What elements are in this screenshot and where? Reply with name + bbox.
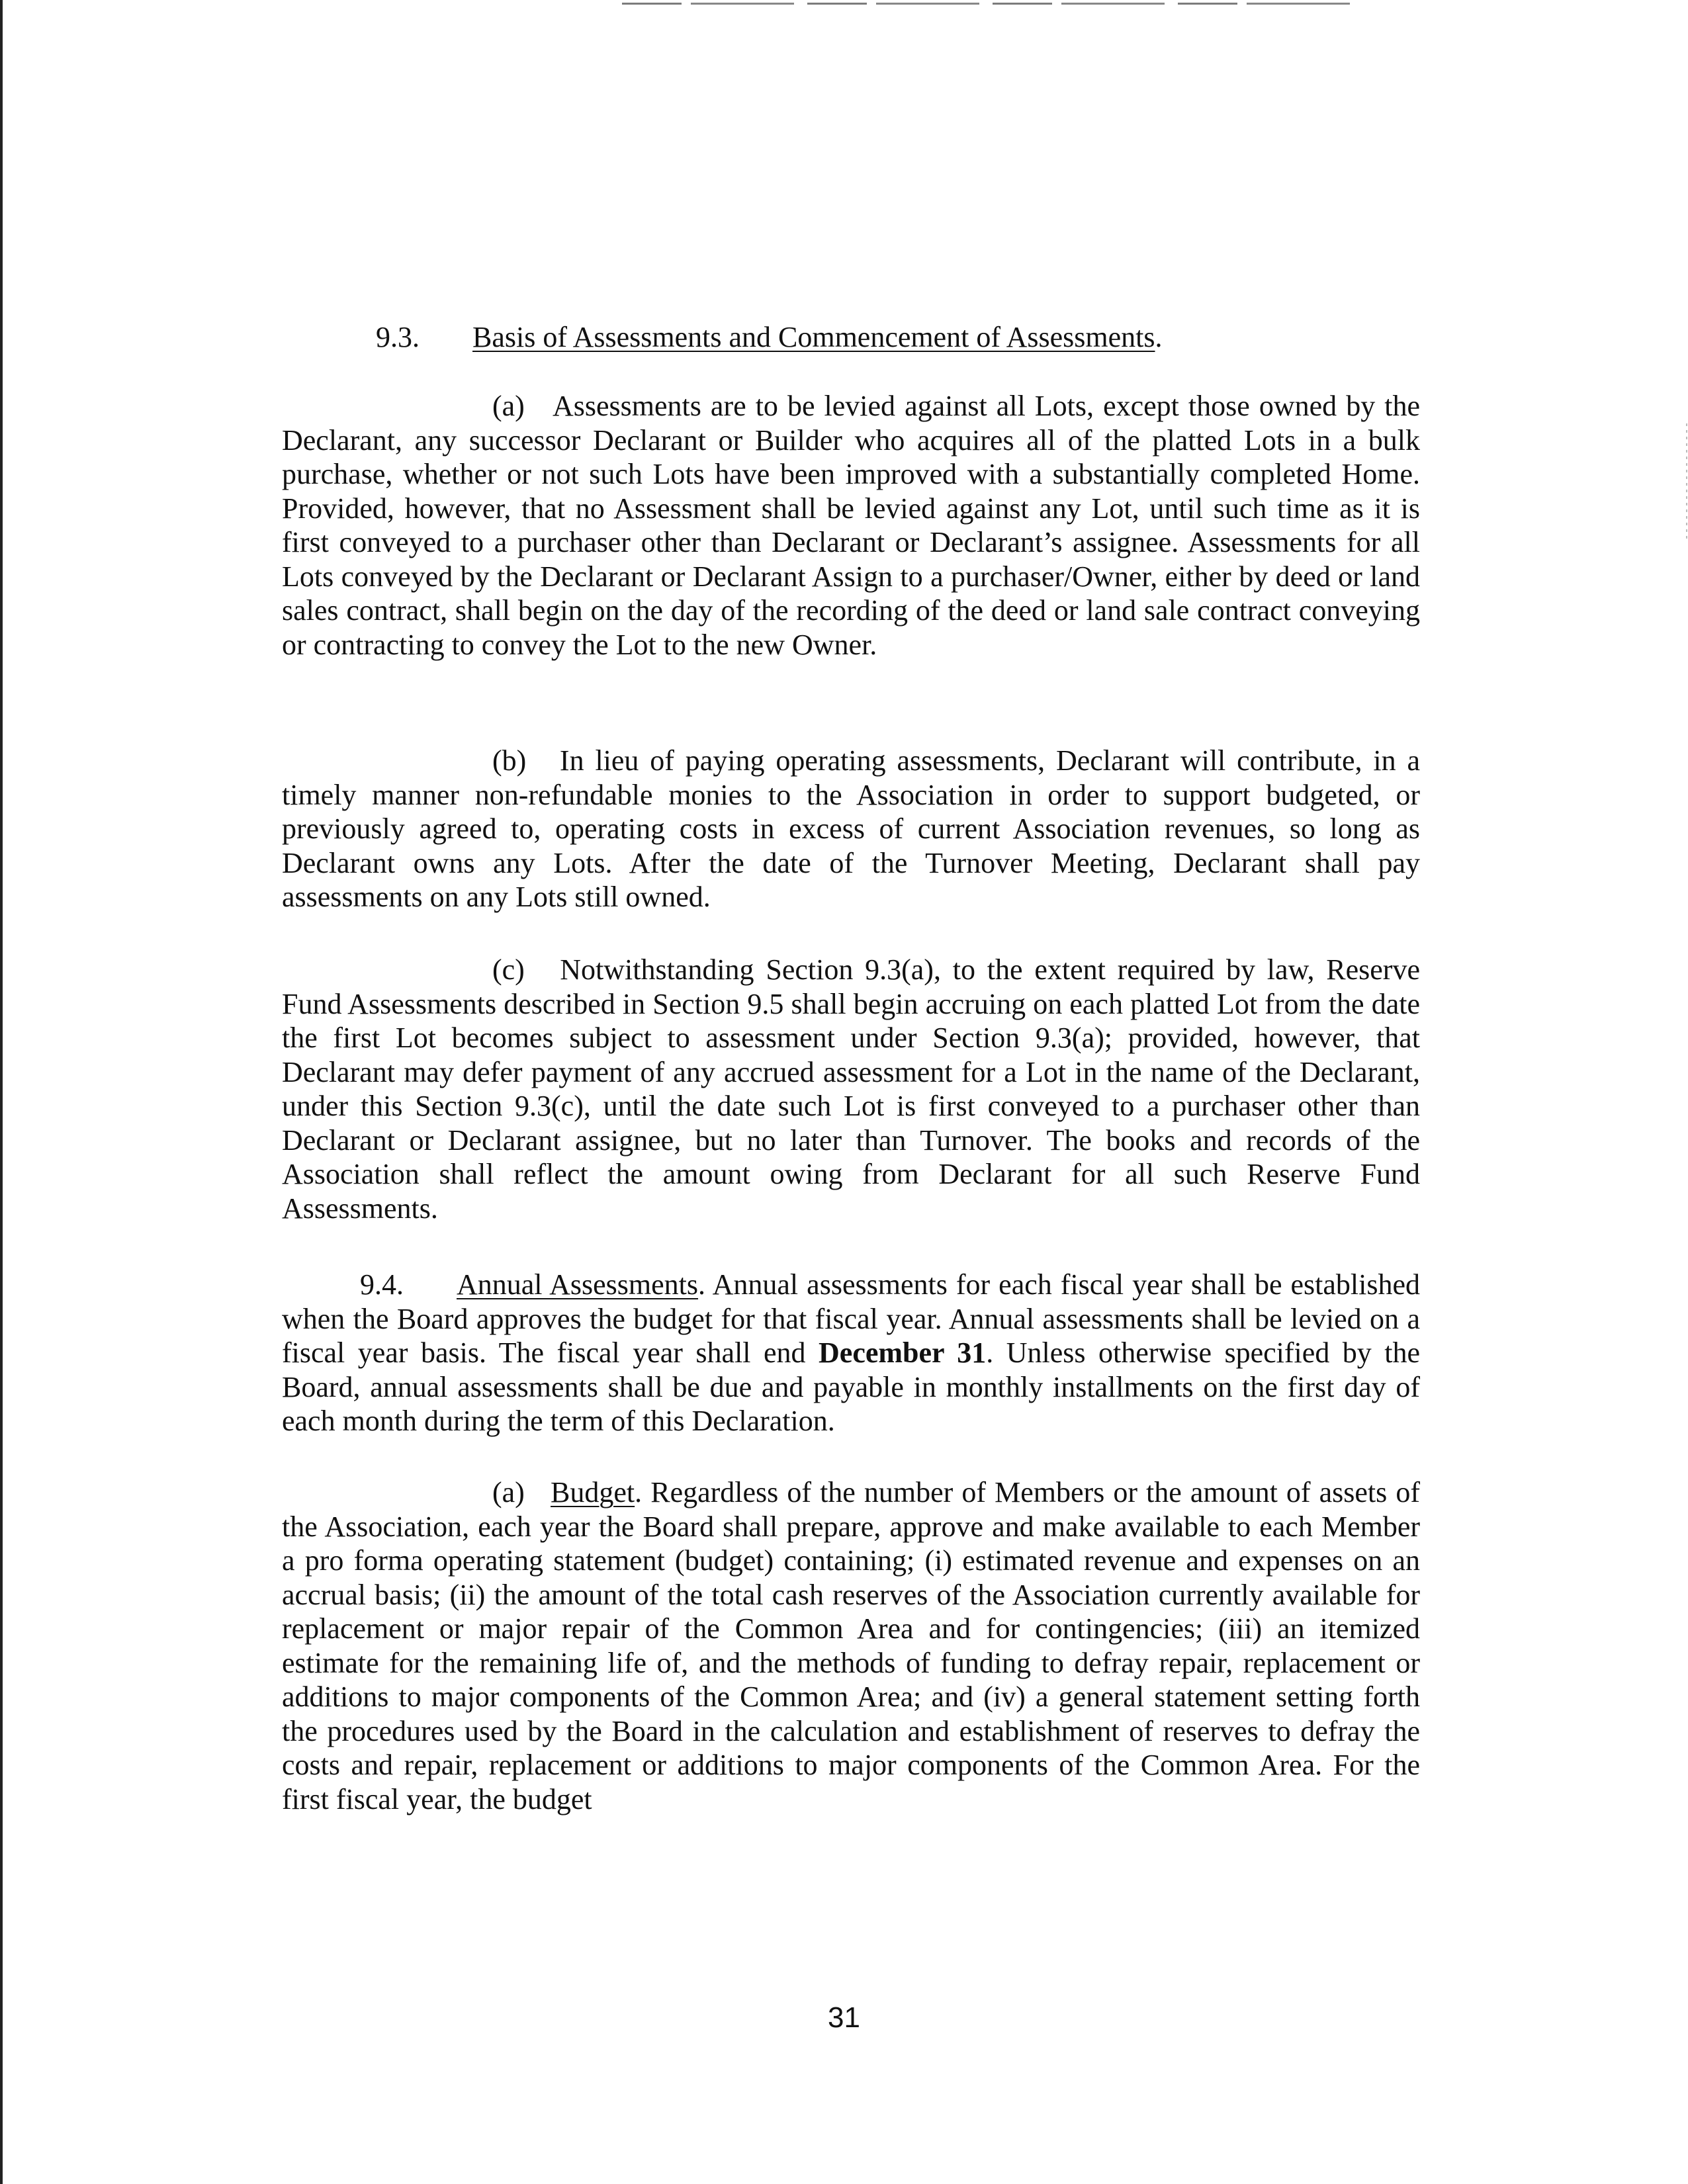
section-9-4-a-label: (a) (492, 1476, 525, 1508)
section-9-3-c-paragraph (282, 953, 1420, 1225)
fiscal-year-end-date: December 31 (819, 1336, 987, 1369)
section-9-3-heading (472, 320, 1163, 355)
scan-left-edge (0, 0, 3, 2184)
section-9-4-text-after: . Unless otherwise specified by the Board, annual assessments shall be due and payable in monthly installments on the first day of each month during the term of this Declaration. (282, 1336, 1421, 1437)
section-9-4-a-title: Budget (551, 1476, 635, 1508)
section-9-3-c-text: Notwithstanding Section 9.3(a), to the extent required by law, Reserve Fund Assessments described in Section 9.5 shall begin accruing on each platted Lot from the date the first Lot becomes subject to assessment under Section 9.3(a); provided, however, that Declarant may defer payment of any accrued assessment for a Lot in the name of the Declarant, under this Section 9.3(c), until the date such Lot is first conveyed to a purchaser other than Declarant or Declarant assignee, but no later than Turnover. The books and records of the Association shall reflect the amount owing from Declarant for all such Reserve Fund Assessments. (282, 953, 1420, 1225)
section-9-3-b-paragraph (282, 744, 1420, 914)
section-9-3-a-paragraph (282, 389, 1420, 662)
section-9-3-a-label: (a) (492, 390, 525, 422)
section-9-4-title: Annual Assessments (457, 1268, 699, 1301)
scan-top-rule (622, 3, 1356, 5)
section-9-4-text-before: . Annual assessments for each fiscal year shall be established when the Board approves the budget for that fiscal year. Annual assessments shall be levied on a fiscal year basis. The fiscal year shall end (282, 1268, 1421, 1369)
scan-right-edge-marks (1686, 423, 1687, 543)
section-9-3-number: 9.3. (376, 321, 420, 353)
section-9-4-a-paragraph (282, 1475, 1420, 1816)
section-9-4-number: 9.4. (360, 1268, 404, 1301)
section-9-4-a-text: . Regardless of the number of Members or the amount of assets of the Association, each year the Board shall prepare, approve and make available to each Member a pro forma operating statement (budget) containing; (i) estimated revenue and expenses on an accrual basis; (ii) the amount of the total cash reserves of the Association currently available for replacement or major repair of the Common Area and for contingencies; (iii) an itemized estimate for the remaining life of, and the methods of funding to defray repair, replacement or additions to major components of the Common Area; and (iv) a general statement setting forth the procedures used by the Board in the calculation and establishment of reserves to defray the costs and repair, replacement or additions to major components of the Common Area. For the first fiscal year, the budget (282, 1476, 1421, 1815)
section-9-3-title: Basis of Assessments and Commencement of Assessments (472, 321, 1155, 353)
page-number: 31 (828, 2001, 860, 2034)
section-9-3-b-label: (b) (492, 744, 527, 777)
section-9-4-paragraph (282, 1268, 1420, 1438)
section-9-3-a-text: Assessments are to be levied against all Lots, except those owned by the Declarant, any successor Declarant or Builder who acquires all of the platted Lots in a bulk purchase, whether or not such Lots have been improved with a substantially completed Home. Provided, however, that no Assessment shall be levied against any Lot, until such time as it is first conveyed to a purchaser other than Declarant or Declarant’s assignee. Assessments for all Lots conveyed by the Declarant or Declarant Assign to a purchaser/Owner, either by deed or land sales contract, shall begin on the day of the recording of the deed or land sale contract conveying or contracting to convey the Lot to the new Owner. (282, 390, 1420, 661)
section-9-3-c-label: (c) (492, 953, 525, 986)
section-9-3-b-text: In lieu of paying operating assessments, Declarant will contribute, in a timely manner non-refundable monies to the Association in order to support budgeted, or previously agreed to, operating costs in excess of current Association revenues, so long as Declarant owns any Lots. After the date of the Turnover Meeting, Declarant shall pay assessments on any Lots still owned. (282, 744, 1421, 913)
section-9-3-title-suffix: . (1155, 321, 1163, 353)
